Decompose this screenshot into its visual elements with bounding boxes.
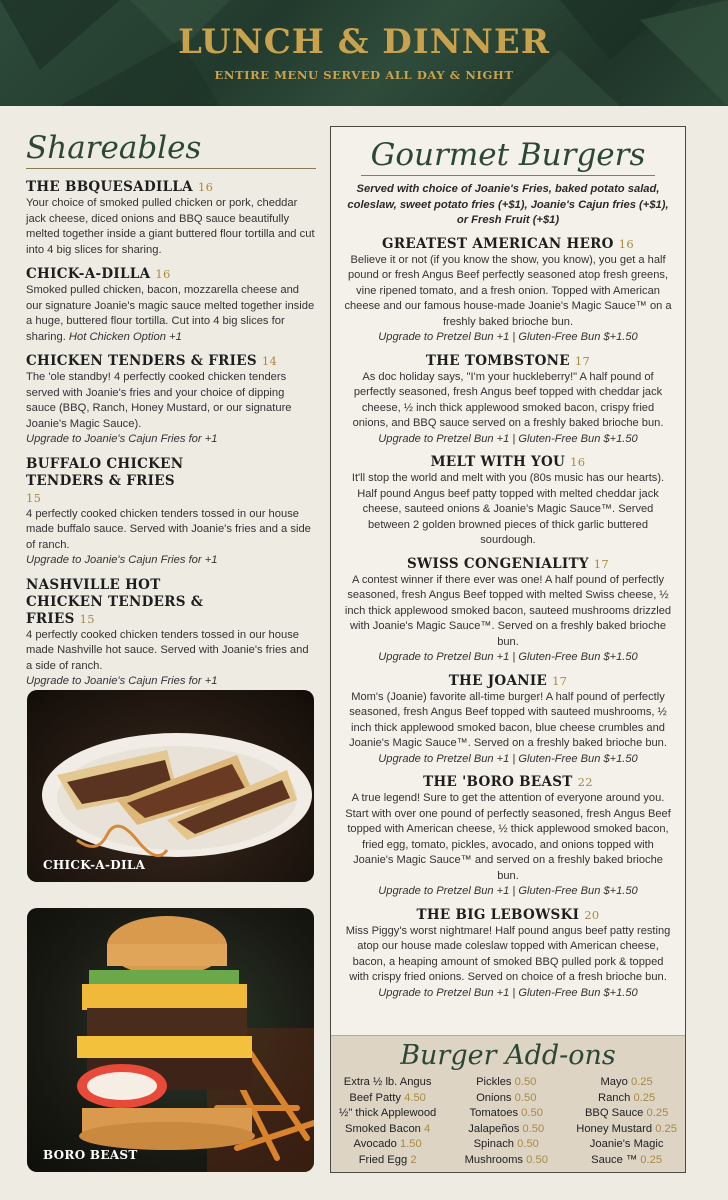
item-note: Upgrade to Joanie's Cajun Fries for +1 [26, 433, 218, 445]
item-description: A true legend! Sure to get the attention of everyone around you. Start with over one pound of perfectly seasoned, fresh Angus Beef topped with American cheese, ½ thick applewood smoked bacon, fried egg, tomato, pickles, avocado, and onions topped with Joanie's Magic Sauce™ and served on a freshly baked brioche bun. [345, 792, 671, 882]
item-name: MELT WITH YOU [430, 454, 566, 470]
item-name: THE 'BORO BEAST [423, 774, 573, 790]
addon-item: ½" thick Applewood [339, 1107, 437, 1119]
burger-item [343, 673, 673, 768]
addon-item: Fried Egg 2 [358, 1153, 417, 1166]
boro-beast-photo [27, 908, 314, 1172]
item-description: A contest winner if there ever was one! A half pound of perfectly seasoned, fresh Angus Beef topped with melted Swiss cheese, ½ inch thick applewood smoked bacon, sauteed mushrooms drizzled with Joanie's Magic Sauce™. Served on a freshly baked brioche bun. [344, 573, 672, 648]
item-name: THE BBQUESADILLA [26, 179, 193, 195]
addon-item: Onions 0.50 [476, 1091, 537, 1104]
item-description: Smoked pulled chicken, bacon, mozzarella cheese and our signature Joanie's magic sauce melted together inside a huge, buttered flour tortilla. Cut into 4 big slices for sharing. [26, 284, 315, 343]
item-price: 16 [570, 455, 586, 469]
menu-subtitle: ENTIRE MENU SERVED ALL DAY & NIGHT [214, 68, 514, 82]
addons-column-2 [465, 1075, 548, 1168]
burger-item [343, 353, 673, 448]
addons-column-3 [576, 1075, 677, 1168]
item-upgrade: Upgrade to Pretzel Bun +1 | Gluten-Free Bun $+1.50 [378, 432, 638, 445]
burgers-intro: Served with choice of Joanie's Fries, baked potato salad, coleslaw, sweet potato fries (+$1), Joanie's Cajun fries (+$1), or Fresh Fruit (+$1) [347, 183, 669, 226]
addon-item: Pickles 0.50 [476, 1076, 537, 1088]
chick-a-dilla-photo [27, 690, 314, 882]
shareables-title: Shareables [26, 130, 316, 169]
item-description: 4 perfectly cooked chicken tenders tossed in our house made Nashville hot sauce. Served with Joanie's fries and a side of ranch. [26, 628, 309, 672]
item-description: 4 perfectly cooked chicken tenders tossed in our house made buffalo sauce. Served with Joanie's fries and a side of ranch. [26, 507, 311, 551]
burger-item [343, 236, 673, 346]
item-name: SWISS CONGENIALITY [406, 555, 589, 572]
item-name: CHICKEN TENDERS & FRIES [26, 353, 257, 369]
burgers-title: Gourmet Burgers [361, 137, 655, 176]
addon-item: BBQ Sauce 0.25 [584, 1107, 669, 1119]
addon-item: Joanie's Magic [589, 1138, 664, 1150]
menu-header [0, 0, 728, 106]
menu-item [26, 179, 316, 258]
burger-item [343, 454, 673, 549]
item-name: GREATEST AMERICAN HERO [382, 235, 614, 252]
menu-title: LUNCH & DINNER [177, 22, 551, 62]
item-price: 20 [584, 907, 600, 922]
item-name: NASHVILLE HOT CHICKEN TENDERS & FRIES [26, 576, 204, 627]
addon-item: Mayo 0.25 [600, 1076, 653, 1088]
quesadilla-image [27, 690, 314, 882]
item-name: THE JOANIE [448, 672, 548, 689]
addons-section [331, 1035, 685, 1172]
addon-item: Extra ½ lb. Angus [343, 1076, 432, 1088]
item-price: 14 [261, 354, 278, 368]
item-name: THE TOMBSTONE [425, 352, 570, 369]
item-description: The 'ole standby! 4 perfectly cooked chicken tenders served with Joanie's fries and your choice of dipping sauce (BBQ, Ranch, Honey Mustard, or our signature Joanie's Magic Sauce). [26, 371, 292, 430]
item-upgrade: Upgrade to Pretzel Bun +1 | Gluten-Free Bun $+1.50 [378, 752, 638, 765]
item-note: Upgrade to Joanie's Cajun Fries for +1 [26, 554, 218, 566]
addon-item: Honey Mustard 0.25 [576, 1122, 677, 1135]
photo-caption: BORO BEAST [43, 1148, 138, 1162]
menu-item [26, 456, 316, 569]
item-upgrade: Upgrade to Pretzel Bun +1 | Gluten-Free Bun $+1.50 [378, 331, 638, 343]
item-note: Upgrade to Joanie's Cajun Fries for +1 [26, 675, 218, 687]
burger-item [343, 907, 673, 1002]
menu-item [26, 353, 316, 448]
item-description: It'll stop the world and melt with you (80s music has our hearts). Half pound Angus beef patty topped with melted cheddar jack cheese, sauteed onions & Joanie's Magic Sauce™. Served between 2 golden browned pieces of thick garlic buttered sourdough. [351, 472, 665, 546]
addons-column-1 [339, 1075, 436, 1168]
burger-image [27, 908, 314, 1172]
burgers-panel [330, 126, 686, 1173]
addons-title: Burger Add-ons [400, 1040, 616, 1071]
item-price: 17 [552, 673, 568, 688]
addon-item: Avocado 1.50 [353, 1138, 422, 1150]
addon-item: Sauce ™ 0.25 [591, 1153, 663, 1166]
item-description: Your choice of smoked pulled chicken or pork, cheddar jack cheese, diced onions and BBQ sauce beautifully melted together inside a giant buttered flour tortilla and cut into 4 big slices for sharing. [26, 197, 315, 256]
addon-item: Ranch 0.25 [598, 1091, 656, 1104]
item-note: Hot Chicken Option +1 [68, 330, 182, 343]
item-price: 16 [197, 180, 214, 194]
addon-item: Jalapeños 0.50 [468, 1122, 545, 1135]
addon-item: Tomatoes 0.50 [469, 1107, 543, 1119]
item-description: As doc holiday says, "I'm your huckleberry!" A half pound of perfectly seasoned, fresh Angus beef topped with cheddar jack cheese, ½ inch thick applewood smoked bacon, crispy fried onions, and BBQ sauce served on a freshly baked brioche bun. [352, 370, 664, 429]
item-price: 15 [26, 490, 42, 505]
menu-item [26, 577, 316, 690]
item-price: 16 [155, 267, 171, 281]
item-description: Believe it or not (if you know the show, you know), you get a half pound or fresh Angus Beef perfectly seasoned atop fresh greens, vine ripened tomato, and a fresh onion. Topped with American cheese and our famous house-made Joanie's Magic Sauce™ on a freshly baked brioche bun. [344, 253, 672, 328]
addon-item: Mushrooms 0.50 [464, 1153, 548, 1166]
photo-caption: CHICK-A-DILA [43, 858, 146, 872]
item-price: 17 [574, 353, 591, 368]
item-price: 17 [593, 556, 610, 571]
item-name: THE BIG LEBOWSKI [416, 906, 580, 923]
item-name: BUFFALO CHICKEN TENDERS & FRIES [26, 455, 184, 489]
item-upgrade: Upgrade to Pretzel Bun +1 | Gluten-Free Bun $+1.50 [378, 986, 638, 999]
item-description: Miss Piggy's worst nightmare! Half pound angus beef patty resting atop our house made coleslaw topped with American cheese, bacon, a heaping amount of smoked BBQ pulled pork & topped with crispy fried onions. Served on choice of a fresh brioche bun. [345, 924, 671, 983]
menu-item [26, 266, 316, 345]
item-price: 16 [618, 236, 634, 251]
item-price: 22 [577, 775, 593, 789]
item-description: Mom's (Joanie) favorite all-time burger! A half pound of perfectly seasoned, fresh Angus Beef topped with sauteed mushrooms, ½ inch thick applewood smoked bacon, blue cheese crumbles and Joanie's Magic Sauce™. Served on a freshly baked brioche bun. [349, 690, 667, 749]
shareables-section [26, 130, 316, 690]
burger-item [343, 774, 673, 900]
item-price: 15 [79, 611, 95, 626]
addon-item: Spinach 0.50 [473, 1138, 539, 1150]
burger-item [343, 556, 673, 666]
item-upgrade: Upgrade to Pretzel Bun +1 | Gluten-Free Bun $+1.50 [378, 651, 638, 663]
item-name: CHICK-A-DILLA [26, 266, 151, 282]
addon-item: Smoked Bacon 4 [345, 1122, 431, 1135]
addon-item: Beef Patty 4.50 [349, 1091, 426, 1104]
item-upgrade: Upgrade to Pretzel Bun +1 | Gluten-Free Bun $+1.50 [378, 885, 638, 897]
